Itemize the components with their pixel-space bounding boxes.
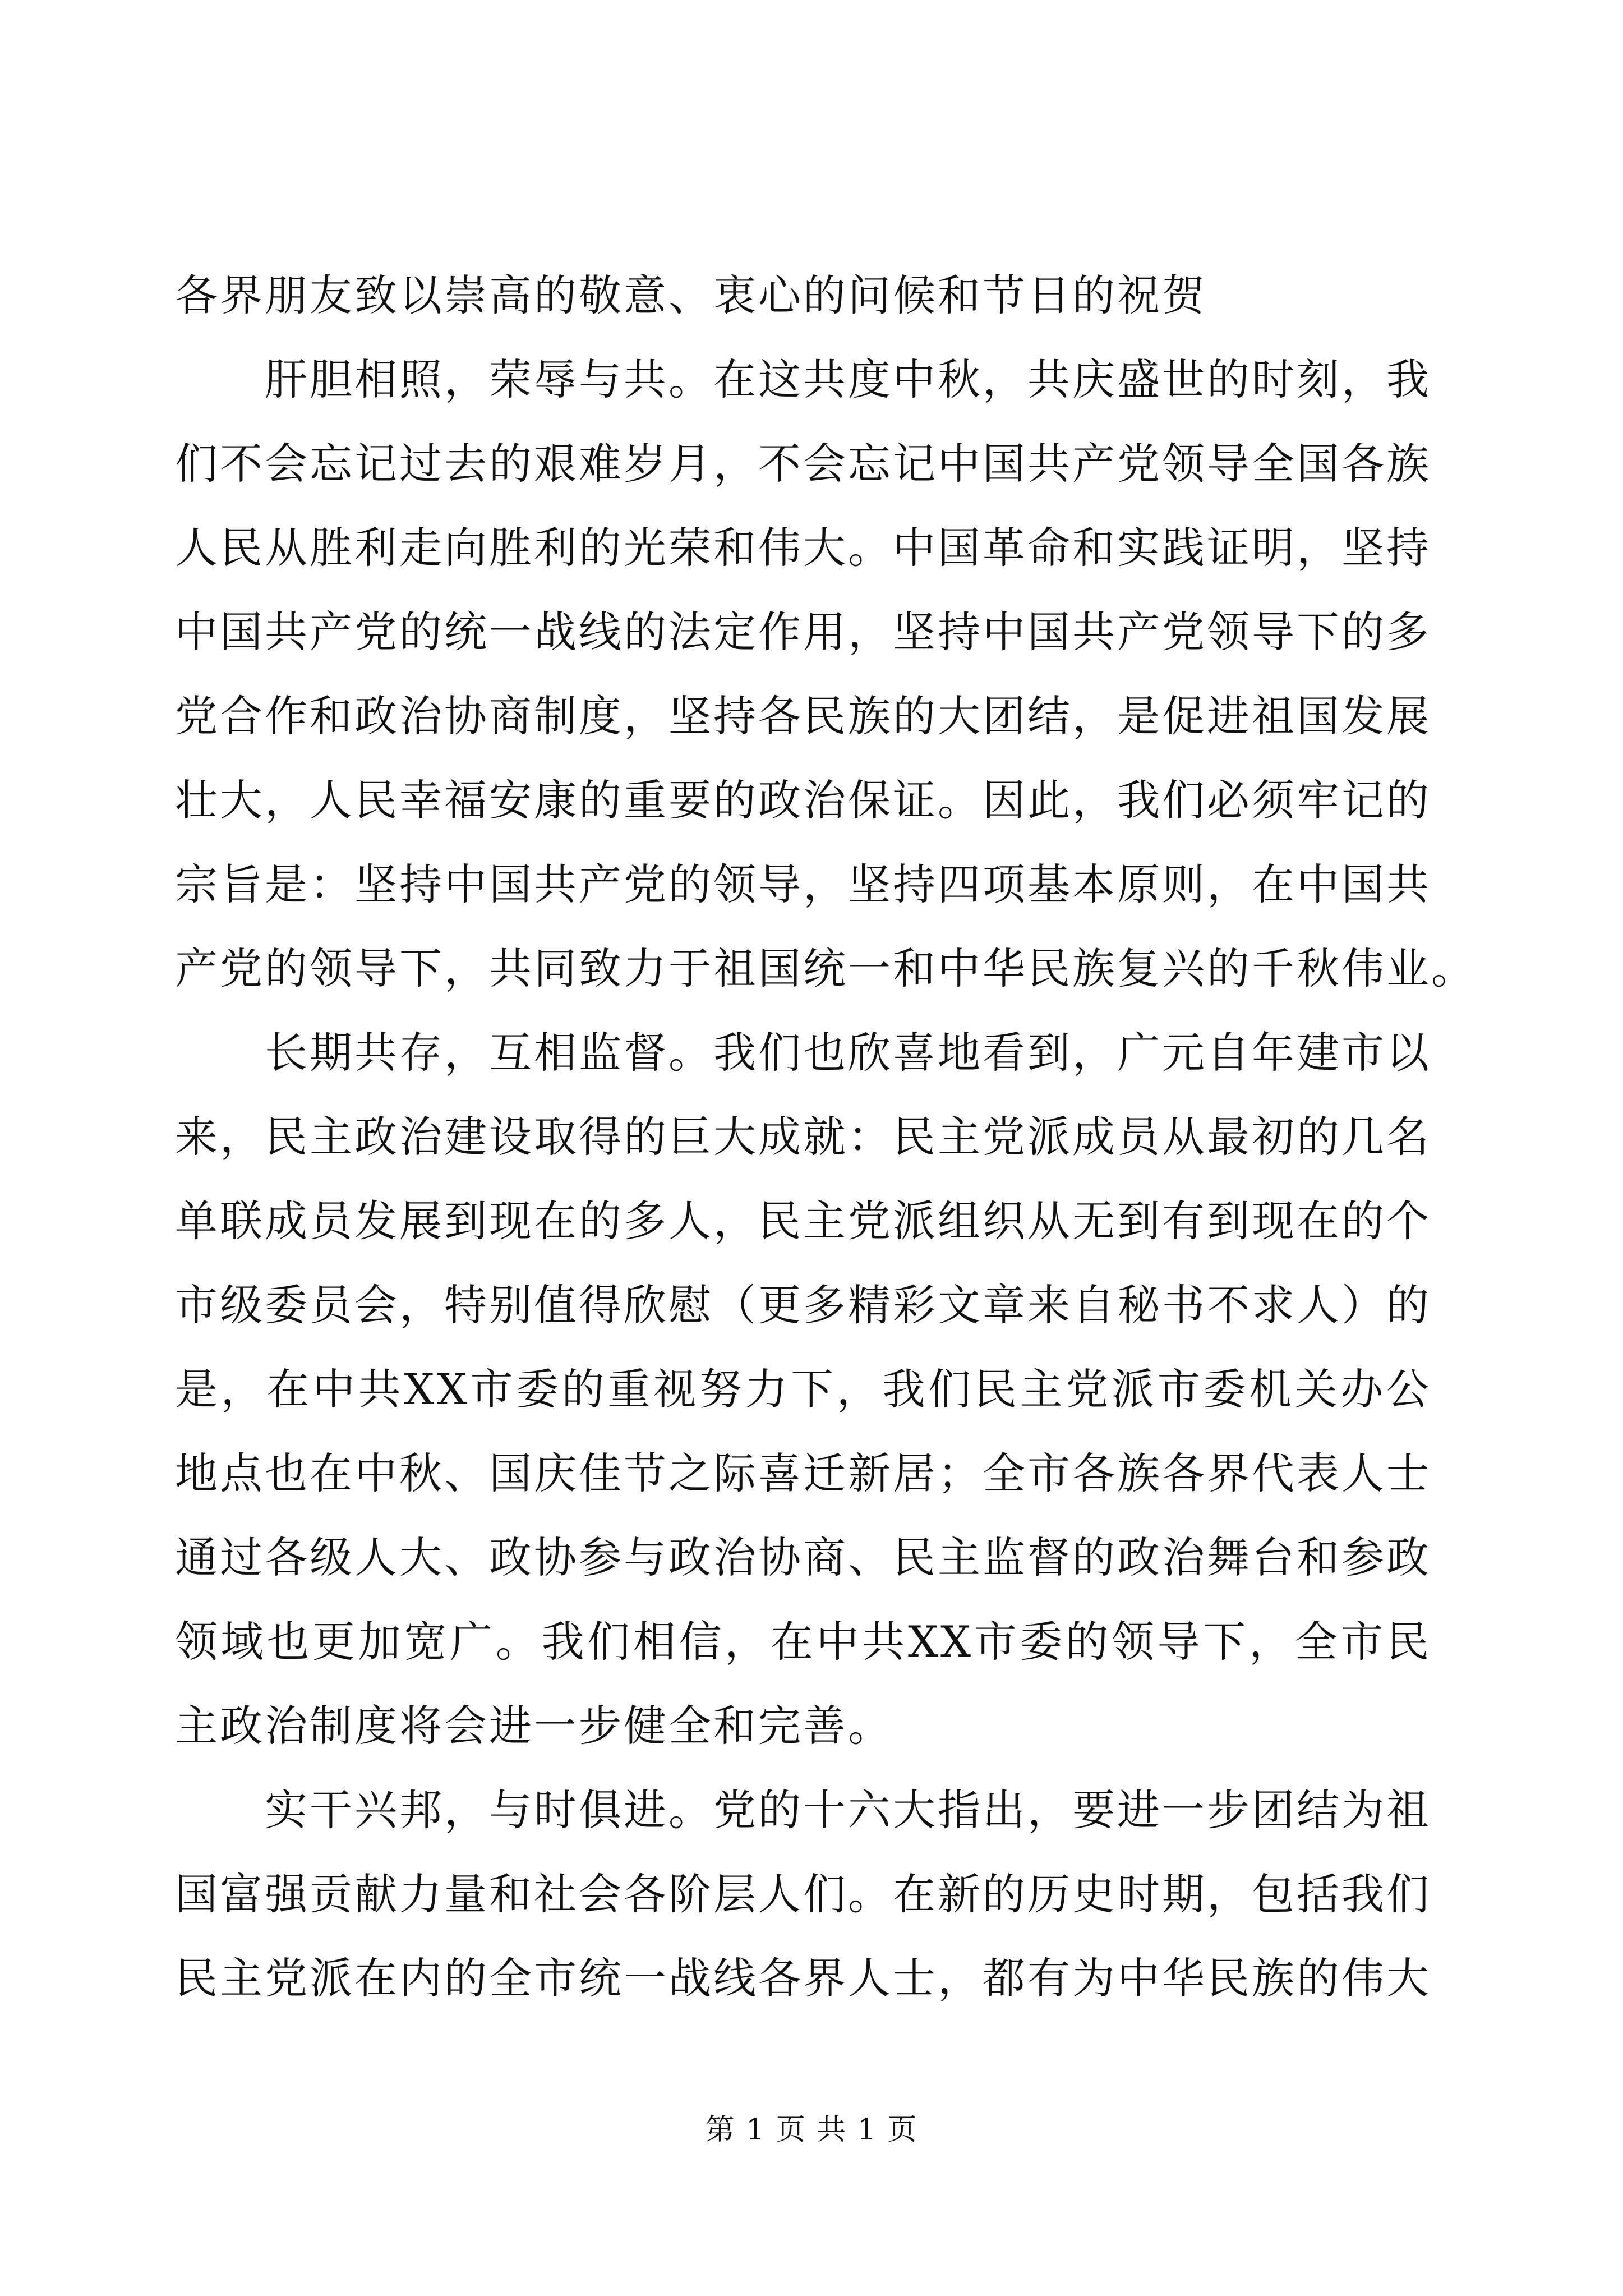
text-line: 肝胆相照，荣辱与共。在这共度中秋，共庆盛世的时刻，我	[265, 355, 1431, 404]
text-line: 市级委员会，特别值得欣慰（更多精彩文章来自秘书不求人）的	[175, 1280, 1431, 1330]
text-line: 主政治制度将会进一步健全和完善。	[175, 1701, 893, 1751]
text-line: 各界朋友致以崇高的敬意、衷心的问候和节日的祝贺	[175, 270, 1207, 320]
text-line: 地点也在中秋、国庆佳节之际喜迁新居；全市各族各界代表人士	[175, 1448, 1431, 1498]
text-line: 党合作和政治协商制度，坚持各民族的大团结，是促进祖国发展	[175, 691, 1431, 741]
text-line: 来，民主政治建设取得的巨大成就：民主党派成员从最初的几名	[175, 1112, 1431, 1162]
text-line: 实干兴邦，与时俱进。党的十六大指出，要进一步团结为祖	[265, 1785, 1431, 1835]
text-line: 是，在中共XX市委的重视努力下，我们民主党派市委机关办公	[175, 1364, 1431, 1414]
text-line: 宗旨是：坚持中国共产党的领导，坚持四项基本原则，在中国共	[175, 859, 1431, 909]
text-line: 们不会忘记过去的艰难岁月，不会忘记中国共产党领导全国各族	[175, 439, 1431, 489]
text-line: 长期共存，互相监督。我们也欣喜地看到，广元自年建市以	[265, 1028, 1431, 1078]
text-line: 人民从胜利走向胜利的光荣和伟大。中国革命和实践证明，坚持	[175, 523, 1431, 573]
text-line: 通过各级人大、政协参与政治协商、民主监督的政治舞台和参政	[175, 1533, 1431, 1582]
text-line: 国富强贡献力量和社会各阶层人们。在新的历史时期，包括我们	[175, 1869, 1431, 1919]
document-body	[175, 254, 1476, 2021]
text-line: 民主党派在内的全市统一战线各界人士，都有为中华民族的伟大	[175, 1953, 1431, 2003]
text-line: 中国共产党的统一战线的法定作用，坚持中国共产党领导下的多	[175, 607, 1431, 657]
page-number-footer: 第 1 页 共 1 页	[705, 2113, 918, 2147]
text-line: 单联成员发展到现在的多人，民主党派组织从无到有到现在的个	[175, 1196, 1431, 1246]
text-line: 壮大，人民幸福安康的重要的政治保证。因此，我们必须牢记的	[175, 775, 1431, 825]
text-line: 产党的领导下，共同致力于祖国统一和中华民族复兴的千秋伟业。	[175, 944, 1476, 993]
text-line: 领域也更加宽广。我们相信，在中共XX市委的领导下，全市民	[175, 1617, 1431, 1667]
